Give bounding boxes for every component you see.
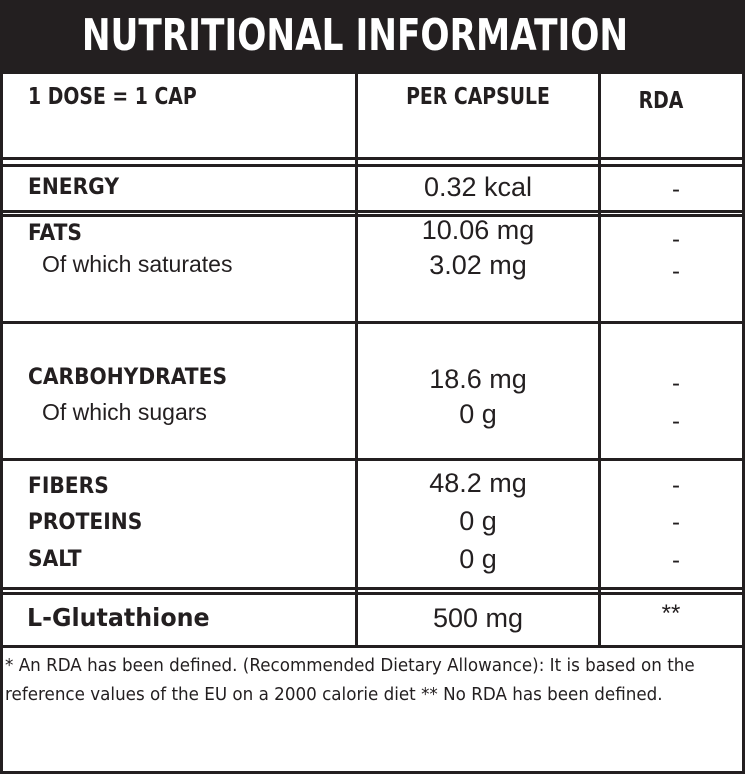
row-value-carbohydrates: 18.6 mg <box>429 364 527 394</box>
divider <box>0 645 745 648</box>
row-value-saturates: 3.02 mg <box>429 250 527 280</box>
page-title: NUTRITIONAL INFORMATION <box>81 10 629 61</box>
row-value-salt: 0 g <box>459 544 497 574</box>
row-rda-sugars: - <box>672 408 680 435</box>
row-label-fibers: FIBERS <box>28 474 109 499</box>
row-rda-proteins: - <box>672 509 680 536</box>
divider <box>0 458 745 461</box>
row-label-salt: SALT <box>28 547 82 572</box>
row-value-fibers: 48.2 mg <box>429 468 527 498</box>
row-value-sugars: 0 g <box>459 399 497 429</box>
row-label-fats: FATS <box>28 221 82 246</box>
row-label-energy: ENERGY <box>28 175 120 200</box>
row-label-sugars: Of which sugars <box>42 399 207 425</box>
row-label-carbohydrates: CARBOHYDRATES <box>28 365 228 390</box>
row-rda-fats: - <box>672 226 680 253</box>
header-dose: 1 DOSE = 1 CAP <box>28 84 197 110</box>
footnote: * An RDA has been defined. (Recommended Dietary Allowance): It is based on the reference values of the EU on a 2000 calorie diet ** No RDA has been defined. <box>5 655 695 705</box>
row-value-glutathione: 500 mg <box>432 603 524 633</box>
row-value-energy: 0.32 kcal <box>423 172 533 202</box>
row-value-fats: 10.06 mg <box>421 215 535 245</box>
row-value-proteins: 0 g <box>459 506 497 536</box>
header-per-capsule: PER CAPSULE <box>406 84 550 110</box>
divider <box>0 321 745 324</box>
divider <box>0 210 745 213</box>
row-rda-energy: - <box>672 176 680 203</box>
row-rda-carbohydrates: - <box>672 370 680 397</box>
divider <box>0 587 745 590</box>
row-label-proteins: PROTEINS <box>28 510 143 535</box>
title-bar <box>0 0 745 74</box>
divider <box>0 592 745 595</box>
row-rda-fibers: - <box>672 472 680 499</box>
header-rda: RDA <box>638 88 684 114</box>
row-label-glutathione: L-Glutathione <box>27 603 210 632</box>
row-rda-saturates: - <box>672 258 680 285</box>
row-rda-salt: - <box>672 547 680 574</box>
row-rda-glutathione: ** <box>661 600 681 627</box>
divider <box>0 164 745 167</box>
row-label-saturates: Of which saturates <box>42 251 233 277</box>
divider <box>0 157 745 160</box>
column-divider <box>598 74 601 648</box>
